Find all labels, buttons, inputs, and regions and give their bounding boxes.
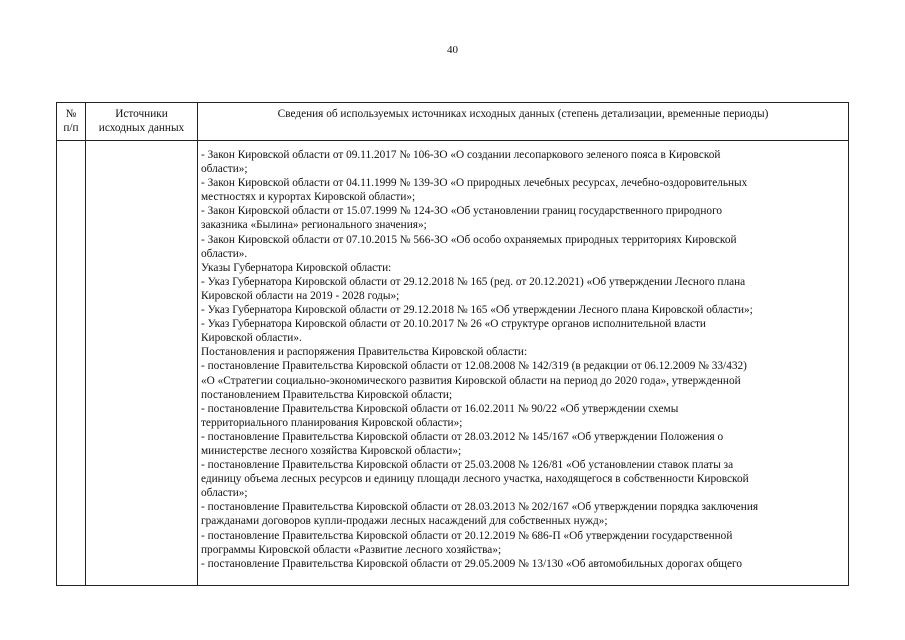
info-line: - Указ Губернатора Кировской области от 29.12.2018 № 165 «Об утверждении Лесного плана Кировской области»; bbox=[201, 304, 753, 317]
info-line: территориального планирования Кировской области»; bbox=[201, 416, 463, 429]
info-line: местностях и курортах Кировской области»; bbox=[201, 191, 416, 204]
info-line: министерстве лесного хозяйства Кировской области»; bbox=[201, 444, 462, 457]
page-number: 40 bbox=[447, 44, 458, 56]
info-line: Кировской области на 2019 - 2028 годы»; bbox=[201, 289, 400, 302]
header-num-line-2: п/п bbox=[63, 122, 79, 135]
cell-info bbox=[198, 148, 849, 586]
info-line: области»; bbox=[201, 487, 248, 500]
gap-cell-info bbox=[198, 141, 849, 149]
info-line: гражданами договоров купли-продажи лесных насаждений для собственных нужд»; bbox=[201, 515, 608, 528]
info-line: - Указ Губернатора Кировской области от 20.10.2017 № 26 «О структуре органов исполнительной власти bbox=[201, 318, 706, 331]
header-sources-line-1: Источники bbox=[115, 108, 168, 120]
header-num-line-1: № bbox=[65, 108, 77, 120]
info-line: - Закон Кировской области от 07.10.2015 № 566-ЗО «Об особо охраняемых природных территориях Кировской bbox=[201, 233, 737, 246]
header-info bbox=[198, 103, 849, 141]
info-line: - постановление Правительства Кировской области от 29.05.2009 № 13/130 «Об автомобильных дорогах общего bbox=[201, 557, 743, 570]
info-line: - постановление Правительства Кировской области от 16.02.2011 № 90/22 «Об утверждении схемы bbox=[201, 402, 679, 415]
info-line: - постановление Правительства Кировской области от 28.03.2012 № 145/167 «Об утверждении Положения о bbox=[201, 430, 724, 443]
info-line: постановлением Правительства Кировской области; bbox=[201, 388, 453, 401]
info-line: программы Кировской области «Развитие лесного хозяйства»; bbox=[201, 543, 502, 556]
info-line: - Закон Кировской области от 09.11.2017 № 106-ЗО «О создании лесопаркового зеленого пояса в Кировской bbox=[201, 149, 721, 161]
info-line: области». bbox=[201, 247, 248, 260]
info-line: заказника «Былина» регионального значения»; bbox=[201, 219, 427, 232]
info-line: единицу объема лесных ресурсов и единицу площади лесного участка, находящегося в собственности Кировской bbox=[201, 473, 749, 486]
header-sources bbox=[86, 103, 198, 141]
table-row bbox=[57, 148, 849, 586]
info-line: «О «Стратегии социально-экономического развития Кировской области на период до 2020 года», утвержденной bbox=[201, 374, 741, 387]
info-line: - постановление Правительства Кировской области от 20.12.2019 № 686-П «Об утверждении государственной bbox=[201, 529, 733, 542]
info-line: - Указ Губернатора Кировской области от 29.12.2018 № 165 (ред. от 20.12.2021) «Об утверждении Лесного плана bbox=[201, 275, 746, 288]
info-line: - Закон Кировской области от 15.07.1999 № 124-ЗО «Об установлении границ государственного природного bbox=[201, 205, 723, 218]
table-header-row bbox=[57, 103, 849, 141]
gap-cell-sources bbox=[86, 141, 198, 149]
cell-num bbox=[57, 148, 86, 586]
header-num bbox=[57, 103, 86, 141]
sources-table bbox=[56, 102, 849, 586]
info-line: Кировской области». bbox=[201, 332, 302, 345]
info-line: Указы Губернатора Кировской области: bbox=[201, 261, 392, 274]
info-line: - Закон Кировской области от 04.11.1999 № 139-ЗО «О природных лечебных ресурсах, лечебно-оздоровительных bbox=[201, 177, 748, 190]
header-info-text: Сведения об используемых источниках исходных данных (степень детализации, временные периоды) bbox=[277, 108, 769, 120]
info-line: - постановление Правительства Кировской области от 25.03.2008 № 126/81 «Об установлении ставок платы за bbox=[201, 459, 734, 472]
cell-sources bbox=[86, 148, 198, 586]
table-gap-row bbox=[57, 141, 849, 149]
info-line: - постановление Правительства Кировской области от 12.08.2008 № 142/319 (в редакции от 06.12.2009 № 33/432) bbox=[201, 360, 747, 373]
info-line: - постановление Правительства Кировской области от 28.03.2013 № 202/167 «Об утверждении порядка заключения bbox=[201, 501, 759, 514]
gap-cell-num bbox=[57, 141, 86, 149]
info-line: области»; bbox=[201, 163, 248, 176]
header-sources-line-2: исходных данных bbox=[98, 122, 185, 135]
info-line: Постановления и распоряжения Правительства Кировской области: bbox=[201, 346, 528, 359]
